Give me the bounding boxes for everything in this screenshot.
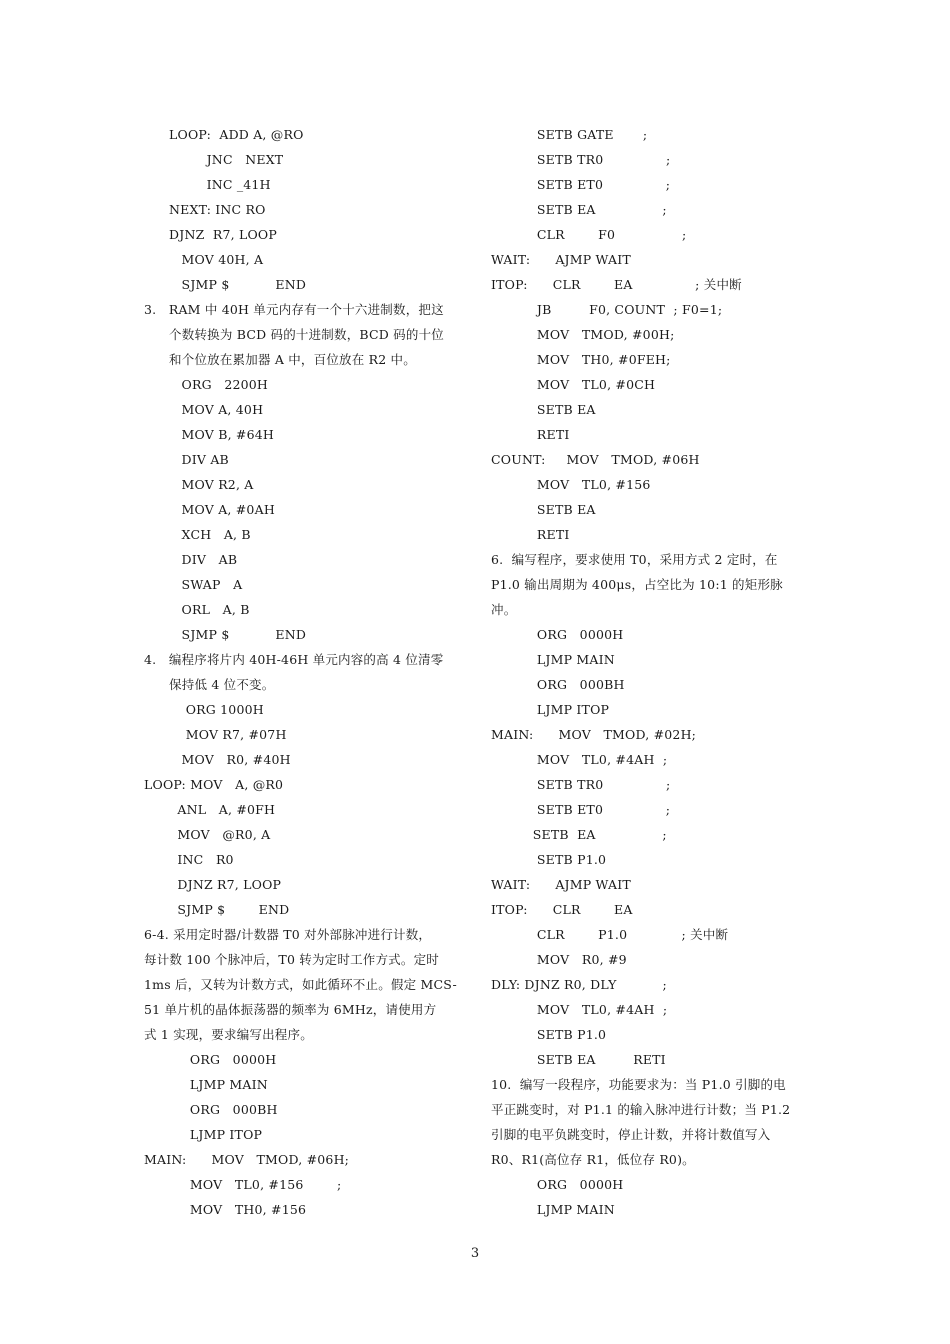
text-line: 冲。 xyxy=(491,602,517,617)
text-line: SETB EA ; xyxy=(491,202,667,217)
text-line: LJMP MAIN xyxy=(144,1077,268,1092)
text-line: CLR P1.0 ; 关中断 xyxy=(491,927,729,942)
text-line: ORG 0000H xyxy=(491,1177,624,1192)
text-line: ORG 0000H xyxy=(491,627,624,642)
text-line: P1.0 输出周期为 400μs，占空比为 10:1 的矩形脉 xyxy=(491,577,783,592)
text-line: 式 1 实现，要求编写出程序。 xyxy=(144,1027,313,1042)
text-line: ORG 0000H xyxy=(144,1052,277,1067)
text-line: 10. 编写一段程序，功能要求为：当 P1.0 引脚的电 xyxy=(491,1077,786,1092)
text-line: MOV TL0, #156 xyxy=(491,477,651,492)
text-line: MOV TH0, #156 xyxy=(144,1202,307,1217)
text-line: SETB P1.0 xyxy=(491,852,607,867)
text-line: 保持低 4 位不变。 xyxy=(144,677,275,692)
text-line: RETI xyxy=(491,427,570,442)
text-line: 3. RAM 中 40H 单元内存有一个十六进制数，把这 xyxy=(144,302,444,317)
text-line: INC R0 xyxy=(144,852,234,867)
text-line: ANL A, #0FH xyxy=(144,802,276,817)
text-line: MOV TL0, #4AH ; xyxy=(491,752,668,767)
text-line: 4. 编程序将片内 40H-46H 单元内容的高 4 位清零 xyxy=(144,652,444,667)
text-line: LOOP: ADD A, @RO xyxy=(144,127,304,142)
text-line: SETB EA RETI xyxy=(491,1052,666,1067)
text-line: WAIT: AJMP WAIT xyxy=(491,877,631,892)
text-line: CLR F0 ; xyxy=(491,227,687,242)
left-column xyxy=(144,122,464,1222)
text-line: SETB EA xyxy=(491,502,596,517)
text-line: ORG 000BH xyxy=(491,677,625,692)
right-column xyxy=(491,122,811,1222)
text-line: 引脚的电平负跳变时，停止计数，并将计数值写入 xyxy=(491,1127,771,1142)
text-line: MOV TL0, #0CH xyxy=(491,377,656,392)
text-line: MOV R7, #07H xyxy=(144,727,287,742)
text-line: SJMP $ END xyxy=(144,277,307,292)
text-line: SETB ET0 ; xyxy=(491,177,671,192)
text-line: ITOP: CLR EA ; 关中断 xyxy=(491,277,742,292)
text-line: MOV R2, A xyxy=(144,477,254,492)
text-line: SWAP A xyxy=(144,577,243,592)
text-line: MOV TMOD, #00H; xyxy=(491,327,675,342)
text-line: WAIT: AJMP WAIT xyxy=(491,252,631,267)
text-line: MOV TH0, #0FEH; xyxy=(491,352,671,367)
text-line: XCH A, B xyxy=(144,527,251,542)
text-line: 6. 编写程序，要求使用 T0，采用方式 2 定时，在 xyxy=(491,552,778,567)
text-line: MOV TL0, #4AH ; xyxy=(491,1002,668,1017)
text-line: 平正跳变时，对 P1.1 的输入脉冲进行计数；当 P1.2 xyxy=(491,1102,791,1117)
text-line: 和个位放在累加器 A 中，百位放在 R2 中。 xyxy=(144,352,416,367)
text-line: COUNT: MOV TMOD, #06H xyxy=(491,452,700,467)
text-line: NEXT: INC RO xyxy=(144,202,266,217)
page-number: 3 xyxy=(470,1246,480,1261)
text-line: SJMP $ END xyxy=(144,902,290,917)
text-line: LJMP MAIN xyxy=(491,652,615,667)
text-line: INC _41H xyxy=(144,177,271,192)
text-line: SETB EA xyxy=(491,402,596,417)
text-line: DIV AB xyxy=(144,452,229,467)
text-line: MAIN: MOV TMOD, #06H; xyxy=(144,1152,350,1167)
text-line: MOV A, #0AH xyxy=(144,502,275,517)
text-line: DJNZ R7, LOOP xyxy=(144,227,277,242)
text-line: SETB P1.0 xyxy=(491,1027,607,1042)
text-line: SETB EA ; xyxy=(491,827,667,842)
text-line: LOOP: MOV A, @R0 xyxy=(144,777,284,792)
text-line: JNC NEXT xyxy=(144,152,284,167)
text-line: MOV B, #64H xyxy=(144,427,275,442)
text-line: SETB TR0 ; xyxy=(491,777,671,792)
text-line: ORG 000BH xyxy=(144,1102,278,1117)
text-line: 每计数 100 个脉冲后，T0 转为定时工作方式。定时 xyxy=(144,952,439,967)
text-line: SETB GATE ; xyxy=(491,127,648,142)
text-line: ITOP: CLR EA xyxy=(491,902,633,917)
text-line: JB F0, COUNT ; F0=1; xyxy=(491,302,723,317)
text-line: MAIN: MOV TMOD, #02H; xyxy=(491,727,697,742)
text-line: 6-4. 采用定时器/计数器 T0 对外部脉冲进行计数， xyxy=(144,927,432,942)
text-line: MOV R0, #9 xyxy=(491,952,627,967)
text-line: DJNZ R7, LOOP xyxy=(144,877,282,892)
text-line: DIV AB xyxy=(144,552,238,567)
text-line: LJMP MAIN xyxy=(491,1202,615,1217)
text-line: ORG 1000H xyxy=(144,702,264,717)
text-line: SJMP $ END xyxy=(144,627,307,642)
text-line: LJMP ITOP xyxy=(491,702,610,717)
text-line: R0、R1(高位存 R1，低位存 R0)。 xyxy=(491,1152,695,1167)
text-line: MOV 40H, A xyxy=(144,252,264,267)
text-line: SETB TR0 ; xyxy=(491,152,671,167)
text-line: ORG 2200H xyxy=(144,377,269,392)
text-line: 个数转换为 BCD 码的十进制数，BCD 码的十位 xyxy=(144,327,444,342)
text-line: 1ms 后，又转为计数方式，如此循环不止。假定 MCS- xyxy=(144,977,457,992)
text-line: MOV @R0, A xyxy=(144,827,271,842)
text-line: MOV R0, #40H xyxy=(144,752,291,767)
text-line: MOV A, 40H xyxy=(144,402,264,417)
text-line: MOV TL0, #156 ; xyxy=(144,1177,342,1192)
text-line: RETI xyxy=(491,527,570,542)
text-line: 51 单片机的晶体振荡器的频率为 6MHz，请使用方 xyxy=(144,1002,437,1017)
text-line: DLY: DJNZ R0, DLY ; xyxy=(491,977,667,992)
text-line: ORL A, B xyxy=(144,602,250,617)
text-line: LJMP ITOP xyxy=(144,1127,263,1142)
text-line: SETB ET0 ; xyxy=(491,802,671,817)
